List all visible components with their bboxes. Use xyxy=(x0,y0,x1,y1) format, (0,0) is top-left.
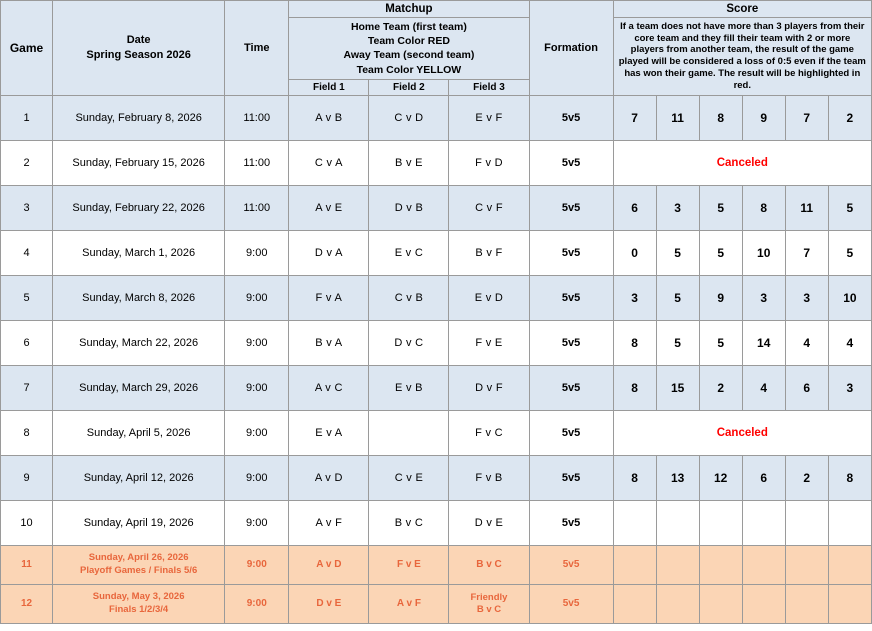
row-score-1: 3 xyxy=(613,275,656,320)
row-score-1: 6 xyxy=(613,185,656,230)
status-badge: Canceled xyxy=(613,140,871,185)
row-field3 xyxy=(449,584,529,623)
row-game: 1 xyxy=(1,95,53,140)
row-score-4: 4 xyxy=(742,365,785,410)
row-field2: C v D xyxy=(369,95,449,140)
row-score-6: 10 xyxy=(828,275,871,320)
row-score-3: 9 xyxy=(699,275,742,320)
row-game: 12 xyxy=(1,584,53,623)
row-score-6: 5 xyxy=(828,185,871,230)
row-score-3: 12 xyxy=(699,455,742,500)
row-score-2: 5 xyxy=(656,275,699,320)
row-field2: D v C xyxy=(369,320,449,365)
row-date: Sunday, March 1, 2026 xyxy=(53,230,225,275)
row-field3: F v E xyxy=(449,320,529,365)
header-date-line2: Spring Season 2026 xyxy=(86,48,191,61)
row-time: 9:00 xyxy=(225,230,289,275)
row-game: 2 xyxy=(1,140,53,185)
row-score-3: 8 xyxy=(699,95,742,140)
row-game: 5 xyxy=(1,275,53,320)
row-score-3: 5 xyxy=(699,320,742,365)
row-field3-line1: Friendly xyxy=(470,591,508,603)
header-time: Time xyxy=(225,1,289,96)
row-time: 9:00 xyxy=(225,365,289,410)
row-formation: 5v5 xyxy=(529,140,613,185)
row-field1: D v A xyxy=(289,230,369,275)
row-field1: A v D xyxy=(289,455,369,500)
header-row-titles xyxy=(1,1,872,18)
row-formation: 5v5 xyxy=(529,500,613,545)
header-matchup: Matchup xyxy=(289,1,529,18)
row-field1: A v F xyxy=(289,500,369,545)
row-score-5 xyxy=(785,584,828,623)
header-game: Game xyxy=(1,1,53,96)
row-score-6: 8 xyxy=(828,455,871,500)
row-score-3: 2 xyxy=(699,365,742,410)
row-date: Sunday, February 15, 2026 xyxy=(53,140,225,185)
header-score: Score xyxy=(613,1,871,18)
table-row xyxy=(1,545,872,584)
row-formation: 5v5 xyxy=(529,545,613,584)
row-date: Sunday, February 22, 2026 xyxy=(53,185,225,230)
row-score-2: 15 xyxy=(656,365,699,410)
table-row xyxy=(1,584,872,623)
row-score-6 xyxy=(828,584,871,623)
row-field1: D v E xyxy=(289,584,369,623)
table-row xyxy=(1,230,872,275)
row-score-1: 8 xyxy=(613,320,656,365)
row-time: 9:00 xyxy=(225,455,289,500)
row-field1: C v A xyxy=(289,140,369,185)
row-score-6: 5 xyxy=(828,230,871,275)
row-formation: 5v5 xyxy=(529,95,613,140)
row-field3-line2: B v C xyxy=(476,603,502,615)
row-field1: A v C xyxy=(289,365,369,410)
row-score-2: 13 xyxy=(656,455,699,500)
row-date: Sunday, March 22, 2026 xyxy=(53,320,225,365)
row-score-4: 6 xyxy=(742,455,785,500)
row-score-2 xyxy=(656,584,699,623)
row-score-5: 4 xyxy=(785,320,828,365)
row-score-5: 6 xyxy=(785,365,828,410)
row-score-5: 7 xyxy=(785,230,828,275)
row-game: 6 xyxy=(1,320,53,365)
row-score-2 xyxy=(656,500,699,545)
row-date xyxy=(53,545,225,584)
row-time: 9:00 xyxy=(225,545,289,584)
row-game: 8 xyxy=(1,410,53,455)
row-field3: D v E xyxy=(449,500,529,545)
row-formation: 5v5 xyxy=(529,365,613,410)
row-score-1 xyxy=(613,584,656,623)
row-date-note: Finals 1/2/3/4 xyxy=(109,603,169,615)
header-field-2: Field 2 xyxy=(369,79,449,95)
row-formation: 5v5 xyxy=(529,275,613,320)
row-score-6 xyxy=(828,500,871,545)
row-field2: A v F xyxy=(369,584,449,623)
row-score-6 xyxy=(828,545,871,584)
row-field1: A v B xyxy=(289,95,369,140)
row-formation: 5v5 xyxy=(529,410,613,455)
table-row xyxy=(1,275,872,320)
row-field1: F v A xyxy=(289,275,369,320)
row-time: 11:00 xyxy=(225,95,289,140)
row-field3: B v C xyxy=(449,545,529,584)
table-row xyxy=(1,320,872,365)
row-formation: 5v5 xyxy=(529,455,613,500)
row-game: 7 xyxy=(1,365,53,410)
header-score-note: If a team does not have more than 3 players from their core team and they fill their team with 2 or more players from another team, the result of the game played will be considered a loss of 0:5 even if the team has won their game. The result will be highlighted in red. xyxy=(613,18,871,96)
header-matchup-line2: Team Color RED xyxy=(367,35,450,48)
row-score-4: 3 xyxy=(742,275,785,320)
row-score-6: 3 xyxy=(828,365,871,410)
row-time: 11:00 xyxy=(225,140,289,185)
header-field-1: Field 1 xyxy=(289,79,369,95)
row-game: 10 xyxy=(1,500,53,545)
row-date: Sunday, April 5, 2026 xyxy=(53,410,225,455)
row-time: 9:00 xyxy=(225,320,289,365)
row-score-1: 8 xyxy=(613,365,656,410)
row-date-note: Playoff Games / Finals 5/6 xyxy=(80,564,198,576)
row-score-5: 11 xyxy=(785,185,828,230)
row-score-3: 5 xyxy=(699,185,742,230)
row-field2: B v E xyxy=(369,140,449,185)
row-score-3 xyxy=(699,545,742,584)
row-formation: 5v5 xyxy=(529,230,613,275)
row-score-1 xyxy=(613,545,656,584)
row-game: 3 xyxy=(1,185,53,230)
row-score-5: 3 xyxy=(785,275,828,320)
table-row xyxy=(1,95,872,140)
row-field3: F v C xyxy=(449,410,529,455)
row-field3: F v B xyxy=(449,455,529,500)
row-formation: 5v5 xyxy=(529,185,613,230)
header-date-line1: Date xyxy=(126,34,151,46)
row-formation: 5v5 xyxy=(529,320,613,365)
row-score-4 xyxy=(742,584,785,623)
row-field1: E v A xyxy=(289,410,369,455)
header-matchup-detail xyxy=(289,18,529,80)
row-date-text: Sunday, May 3, 2026 xyxy=(92,591,185,603)
row-game: 4 xyxy=(1,230,53,275)
row-score-2 xyxy=(656,545,699,584)
status-badge: Canceled xyxy=(613,410,871,455)
row-score-5: 7 xyxy=(785,95,828,140)
row-field2: E v C xyxy=(369,230,449,275)
header-matchup-line3: Away Team (second team) xyxy=(343,49,475,62)
table-row xyxy=(1,455,872,500)
row-field2: D v B xyxy=(369,185,449,230)
row-field1: B v A xyxy=(289,320,369,365)
row-field3: C v F xyxy=(449,185,529,230)
row-time: 9:00 xyxy=(225,275,289,320)
row-date-text: Sunday, April 26, 2026 xyxy=(88,552,189,564)
row-time: 9:00 xyxy=(225,410,289,455)
row-score-4 xyxy=(742,545,785,584)
header-formation: Formation xyxy=(529,1,613,96)
row-field3: B v F xyxy=(449,230,529,275)
row-score-2: 5 xyxy=(656,320,699,365)
row-date: Sunday, April 12, 2026 xyxy=(53,455,225,500)
row-field3: D v F xyxy=(449,365,529,410)
row-score-4: 10 xyxy=(742,230,785,275)
row-field3: F v D xyxy=(449,140,529,185)
row-date: Sunday, March 29, 2026 xyxy=(53,365,225,410)
row-field2: E v B xyxy=(369,365,449,410)
row-time: 9:00 xyxy=(225,500,289,545)
row-score-5 xyxy=(785,545,828,584)
row-score-5: 2 xyxy=(785,455,828,500)
row-field1: A v D xyxy=(289,545,369,584)
row-date: Sunday, April 19, 2026 xyxy=(53,500,225,545)
row-score-3 xyxy=(699,500,742,545)
row-score-5 xyxy=(785,500,828,545)
table-row xyxy=(1,185,872,230)
row-field3: E v F xyxy=(449,95,529,140)
header-field-3: Field 3 xyxy=(449,79,529,95)
row-score-1 xyxy=(613,500,656,545)
table-row xyxy=(1,500,872,545)
row-time: 9:00 xyxy=(225,584,289,623)
row-game: 9 xyxy=(1,455,53,500)
row-field3: E v D xyxy=(449,275,529,320)
row-game: 11 xyxy=(1,545,53,584)
row-date xyxy=(53,584,225,623)
row-time: 11:00 xyxy=(225,185,289,230)
row-field2 xyxy=(369,410,449,455)
table-row xyxy=(1,140,872,185)
header-matchup-line1: Home Team (first team) xyxy=(350,21,467,33)
row-score-4: 8 xyxy=(742,185,785,230)
row-score-4: 14 xyxy=(742,320,785,365)
row-score-3: 5 xyxy=(699,230,742,275)
row-score-4 xyxy=(742,500,785,545)
row-field2: C v E xyxy=(369,455,449,500)
row-score-6: 2 xyxy=(828,95,871,140)
row-score-2: 3 xyxy=(656,185,699,230)
row-formation: 5v5 xyxy=(529,584,613,623)
row-score-6: 4 xyxy=(828,320,871,365)
row-field2: C v B xyxy=(369,275,449,320)
row-date: Sunday, March 8, 2026 xyxy=(53,275,225,320)
table-row xyxy=(1,365,872,410)
header-date xyxy=(53,1,225,96)
row-field1: A v E xyxy=(289,185,369,230)
row-date: Sunday, February 8, 2026 xyxy=(53,95,225,140)
row-score-4: 9 xyxy=(742,95,785,140)
row-field2: F v E xyxy=(369,545,449,584)
row-field2: B v C xyxy=(369,500,449,545)
row-score-1: 8 xyxy=(613,455,656,500)
row-score-1: 0 xyxy=(613,230,656,275)
row-score-2: 11 xyxy=(656,95,699,140)
row-score-3 xyxy=(699,584,742,623)
row-score-2: 5 xyxy=(656,230,699,275)
header-matchup-line4: Team Color YELLOW xyxy=(356,63,462,76)
table-row xyxy=(1,410,872,455)
row-score-1: 7 xyxy=(613,95,656,140)
